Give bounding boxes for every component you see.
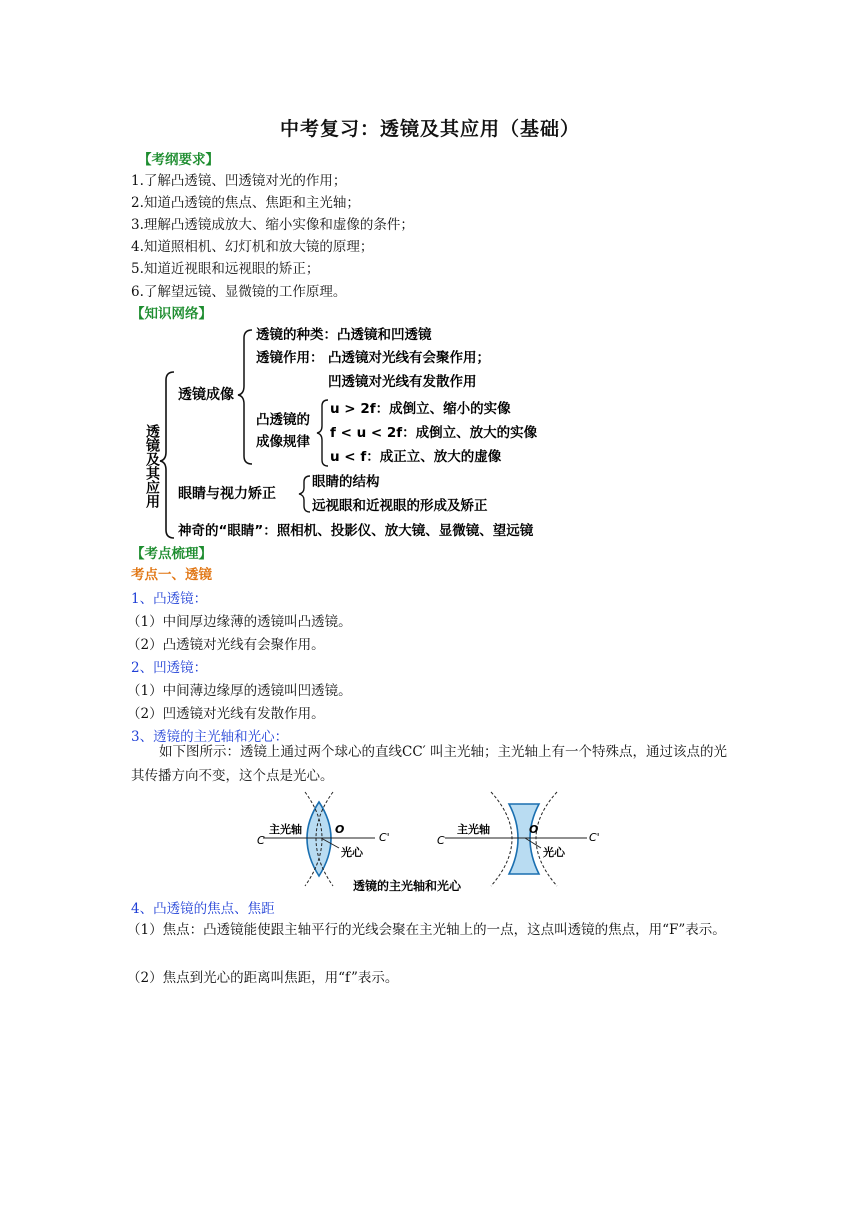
- concave-center-label: 光心: [543, 846, 565, 859]
- figure-caption: 透镜的主光轴和光心: [353, 879, 462, 893]
- lens-effect-concave: 凹透镜对光线有发散作用: [328, 374, 477, 390]
- imaging-rule-2: f < u < 2f：成倒立、放大的实像: [330, 425, 538, 441]
- convex-o-label: O: [335, 823, 345, 836]
- concave-axis-label: 主光轴: [457, 823, 490, 836]
- eye-structure: 眼睛的结构: [312, 474, 380, 490]
- branch-magic-eye: 神奇的“眼睛”：照相机、投影仪、放大镜、显微镜、望远镜: [178, 523, 534, 539]
- branch-eye-vision: 眼睛与视力矫正: [178, 486, 276, 502]
- concave-lens-shape: [509, 804, 539, 874]
- network-heading: 【知识网络】: [131, 306, 212, 322]
- section-2-item-b: （2）凹透镜对光线有发散作用。: [127, 706, 325, 722]
- section-1-title: 1、凸透镜：: [131, 591, 208, 607]
- convex-lens-shape: [307, 802, 331, 876]
- section-3-title: 3、透镜的主光轴和光心：: [131, 729, 289, 745]
- eye-correction: 远视眼和近视眼的形成及矫正: [312, 498, 488, 514]
- lens-types: 透镜的种类：凸透镜和凹透镜: [256, 327, 432, 343]
- convex-c-right: C': [379, 831, 390, 844]
- concave-c-left: C: [437, 834, 445, 847]
- network-root: 透镜及其应用: [144, 424, 160, 508]
- page-title: 中考复习：透镜及其应用（基础）: [279, 118, 580, 140]
- section-1-item-b: （2）凸透镜对光线有会聚作用。: [127, 637, 325, 653]
- lens-effect-label: 透镜作用：: [256, 350, 324, 366]
- lens-axis-figure: [255, 788, 605, 896]
- branch-lens-imaging: 透镜成像: [178, 387, 234, 403]
- branch1-brace: [238, 330, 252, 464]
- lens-effect-convex: 凸透镜对光线有会聚作用；: [328, 350, 490, 366]
- section-2-title: 2、凹透镜：: [131, 660, 208, 676]
- convex-c-left: C: [257, 834, 265, 847]
- concave-c-right: C': [589, 831, 600, 844]
- imaging-rule-3: u < f：成正立、放大的虚像: [330, 449, 502, 465]
- requirement-item-5: 5.知道近视眼和远视眼的矫正；: [131, 261, 320, 277]
- section-4-title: 4、凸透镜的焦点、焦距: [131, 901, 275, 917]
- section-1-item-a: （1）中间厚边缘薄的透镜叫凸透镜。: [127, 614, 352, 630]
- section-4-item-a: （1）焦点：凸透镜能使跟主轴平行的光线会聚在主光轴上的一点，这点叫透镜的焦点，用“F”表示。: [127, 922, 726, 938]
- topic-1-title: 考点一、透镜: [131, 567, 212, 583]
- convex-axis-label: 主光轴: [269, 823, 302, 836]
- requirement-item-1: 1.了解凸透镜、凹透镜对光的作用；: [131, 173, 347, 189]
- branch2-brace: [299, 476, 310, 512]
- section-2-item-a: （1）中间薄边缘厚的透镜叫凹透镜。: [127, 683, 352, 699]
- rule-label-1: 凸透镜的: [256, 412, 310, 428]
- imaging-rule-1: u > 2f：成倒立、缩小的实像: [330, 401, 511, 417]
- section-4-item-b: （2）焦点到光心的距离叫焦距，用“f”表示。: [127, 970, 399, 986]
- requirement-item-3: 3.理解凸透镜成放大、缩小实像和虚像的条件；: [131, 217, 414, 233]
- requirement-item-6: 6.了解望远镜、显微镜的工作原理。: [131, 284, 347, 300]
- concave-o-label: O: [529, 823, 539, 836]
- rules-brace: [317, 400, 328, 466]
- concave-arc-right: [536, 792, 557, 886]
- points-heading: 【考点梳理】: [131, 546, 212, 562]
- rule-label-2: 成像规律: [256, 434, 310, 450]
- concave-arc-left: [491, 792, 512, 886]
- knowledge-network-diagram: [140, 320, 570, 546]
- requirements-heading: 【考纲要求】: [138, 152, 219, 168]
- requirement-item-2: 2.知道凸透镜的焦点、焦距和主光轴；: [131, 195, 360, 211]
- convex-center-label: 光心: [341, 846, 363, 859]
- section-3-text: 如下图所示：透镜上通过两个球心的直线CC′ 叫主光轴；主光轴上有一个特殊点，通过该点的光其传播方向不变，这个点是光心。: [131, 744, 728, 784]
- requirement-item-4: 4.知道照相机、幻灯机和放大镜的原理；: [131, 239, 374, 255]
- root-brace: [160, 372, 174, 538]
